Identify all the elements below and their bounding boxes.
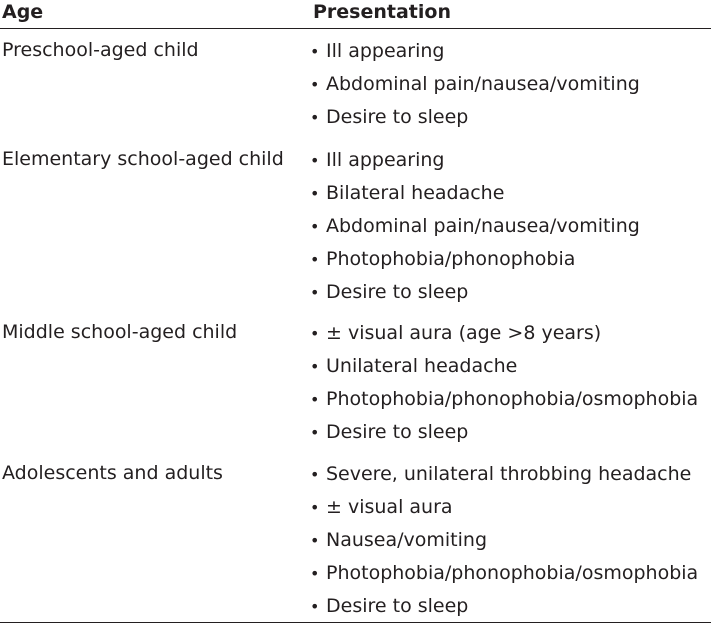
bullet-icon: • [310,217,320,236]
list-item [310,320,698,353]
list-item [310,560,698,593]
list-item [310,461,698,494]
bullet-icon: • [310,250,320,269]
list-item [310,494,698,527]
bullet-icon: • [310,465,320,484]
bullet-icon: • [310,531,320,550]
list-item [310,527,698,560]
bullet-icon: • [310,75,320,94]
presentation-text: ± visual aura [326,496,453,518]
presentation-text: Unilateral headache [326,355,518,377]
bullet-icon: • [310,498,320,517]
bullet-icon: • [310,184,320,203]
list-item [310,71,640,104]
list-item [310,353,698,386]
bullet-icon: • [310,597,320,616]
presentation-text: Severe, unilateral throbbing headache [326,463,692,485]
table-header [0,0,711,29]
presentation-text: Desire to sleep [326,281,469,303]
presentation-list [310,320,698,452]
bullet-icon: • [310,108,320,127]
list-item [310,38,640,71]
list-item [310,386,698,419]
list-item [310,213,640,246]
bullet-icon: • [310,283,320,302]
list-item [310,147,640,180]
bullet-icon: • [310,151,320,170]
presentation-text: Desire to sleep [326,106,469,128]
presentation-text: Desire to sleep [326,595,469,617]
age-cell: Elementary school-aged child [2,148,284,170]
bullet-icon: • [310,564,320,583]
list-item [310,246,640,279]
presentation-text: Ill appearing [326,40,445,62]
presentation-text: Abdominal pain/nausea/vomiting [326,215,640,237]
presentation-text: ± visual aura (age >8 years) [326,322,602,344]
header-presentation: Presentation [313,1,451,23]
list-item [310,104,640,137]
list-item [310,419,698,452]
presentation-text: Abdominal pain/nausea/vomiting [326,73,640,95]
bullet-icon: • [310,324,320,343]
presentation-text: Nausea/vomiting [326,529,488,551]
bullet-icon: • [310,423,320,442]
list-item [310,279,640,312]
bullet-icon: • [310,357,320,376]
presentation-text: Ill appearing [326,149,445,171]
age-cell: Preschool-aged child [2,39,199,61]
presentation-list [310,38,640,137]
list-item [310,180,640,213]
presentation-list [310,147,640,312]
bullet-icon: • [310,42,320,61]
presentation-text: Photophobia/phonophobia/osmophobia [326,562,699,584]
bullet-icon: • [310,390,320,409]
age-cell: Middle school-aged child [2,321,238,343]
presentation-text: Photophobia/phonophobia [326,248,576,270]
presentation-list [310,461,698,626]
presentation-text: Bilateral headache [326,182,505,204]
presentation-text: Desire to sleep [326,421,469,443]
presentation-text: Photophobia/phonophobia/osmophobia [326,388,699,410]
header-age: Age [2,1,44,23]
age-cell: Adolescents and adults [2,462,223,484]
